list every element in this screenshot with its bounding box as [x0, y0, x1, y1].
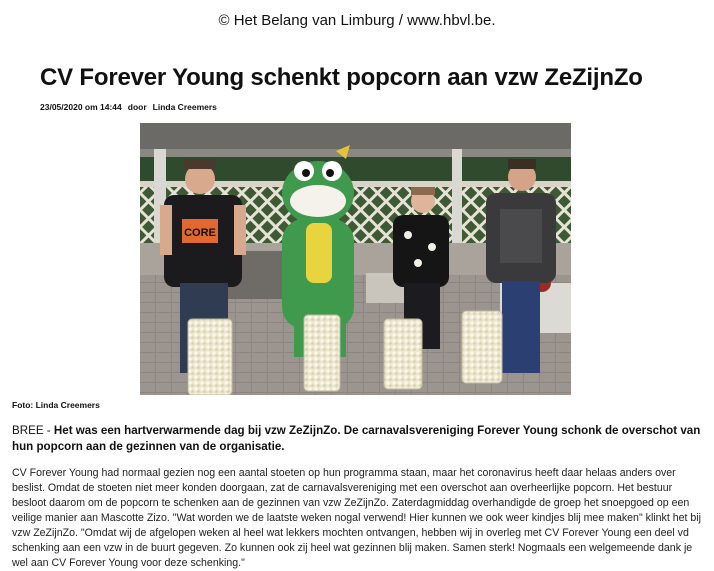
lead-text: Het was een hartverwarmende dag bij vzw ZeZijnZo. De carnavalsvereniging Forever Young schonk de overschot van hun popcorn aan de gezinnen van de organisatie.: [12, 424, 701, 453]
shirt-logo-text: CORE: [184, 227, 216, 239]
article-body: CV Forever Young had normaal gezien nog een aantal stoeten op hun programma staan, maar het coronavirus heeft daar helaas anders over beslist. Omdat de stoeten niet meer konden doorgaan, zat de carnavalsvereniging met een overschot aan overheerlijke popcorn. Het bestuur besloot daarom om de popcorn te schenken aan de gezinnen van vzw ZeZijnZo. Zaterdagmiddag overhandigde de groep het snoepgoed op een veilige manier aan Mascotte Zizo. "Wat worden we de laatste weken nogal verwend! Hier kunnen we ook weer kindjes blij mee maken" klinkt het bij vzw ZeZijnZo. "Omdat wij de afgelopen weken al heel wat lekkers mochten ontvangen, hebben wij in overleg met CV Forever Young een deel vd schenking aan een vzw in de buurt gegeven. Zo kunnen ook zij heel wat gezinnen blij maken. Samen sterk! Nogmaals een welgemeende dank je wel aan CV Forever Young voor deze schenking.": [12, 467, 701, 569]
article-meta: [40, 102, 217, 112]
article-datetime: 23/05/2020 om 14:44: [40, 102, 122, 112]
lead-location: BREE -: [12, 424, 54, 437]
article-title: CV Forever Young schenkt popcorn aan vzw ZeZijnZo: [40, 64, 643, 91]
article-photo: [140, 123, 571, 395]
copyright-line: © Het Belang van Limburg / www.hbvl.be.: [218, 12, 496, 29]
article-author: Linda Creemers: [152, 102, 217, 112]
photo-caption: Foto: Linda Creemers: [12, 400, 100, 410]
article-by-label: door: [127, 102, 147, 112]
article-lead: [12, 423, 702, 455]
photo-illustration: [140, 123, 571, 395]
